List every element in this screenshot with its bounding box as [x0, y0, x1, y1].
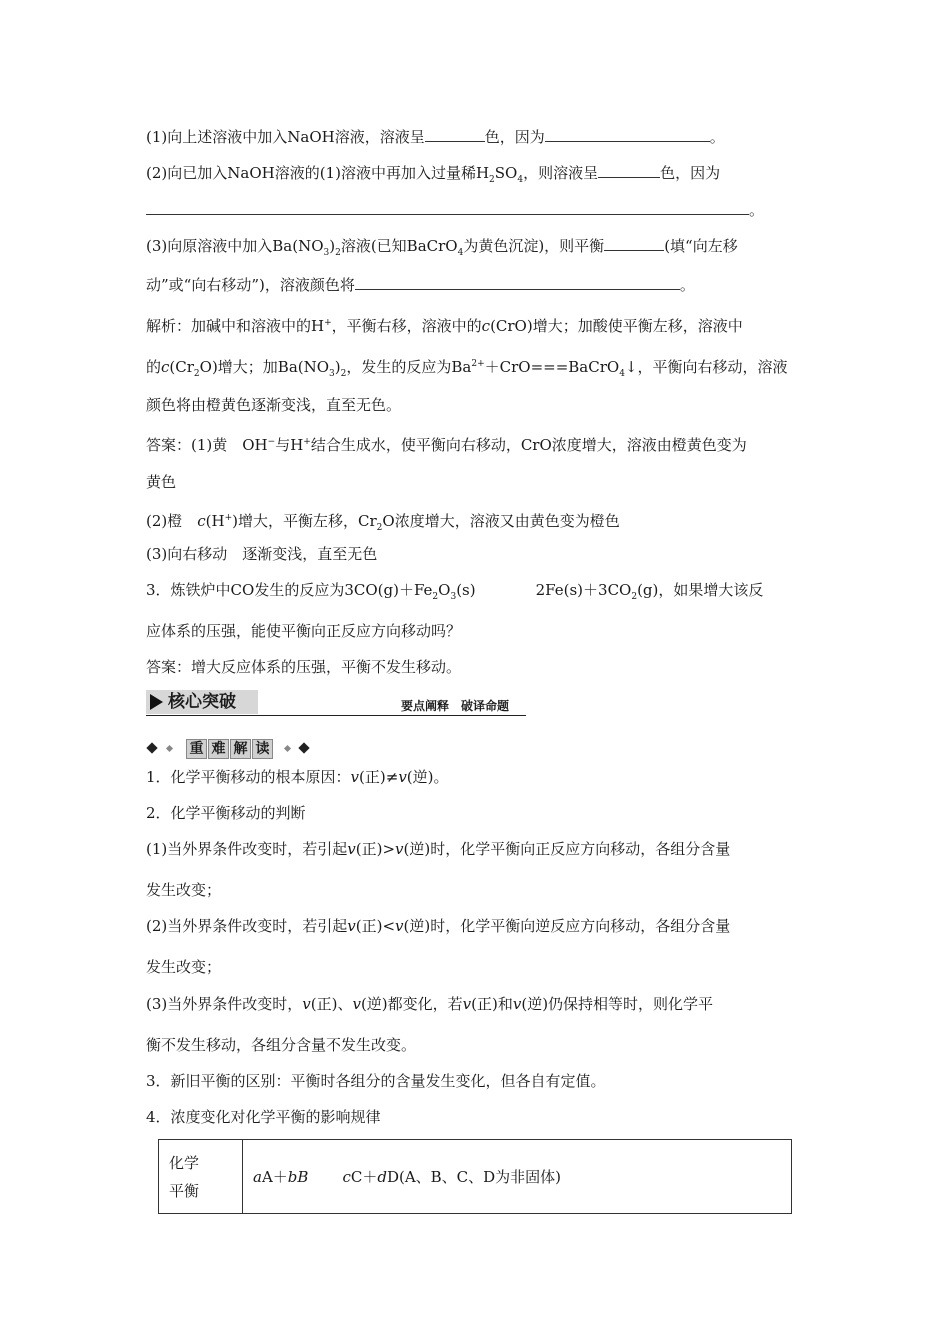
- heading-char: 重: [186, 739, 207, 759]
- heading-char: 难: [208, 739, 229, 759]
- point-2-2-cont: 发生改变；: [146, 958, 222, 976]
- point-2: 2．化学平衡移动的判断: [146, 804, 306, 822]
- heading-char: 读: [252, 739, 273, 759]
- diamond-icon: [298, 742, 309, 753]
- answer-blank: [598, 163, 660, 178]
- table-row: [159, 1140, 792, 1214]
- point-2-3: (3)当外界条件改变时，v(正)、v(逆)都变化，若v(正)和v(逆)仍保持相等时，则化学平: [146, 995, 714, 1013]
- point-2-1: (1)当外界条件改变时，若引起v(正)>v(逆)时，化学平衡向正反应方向移动，各组分含量: [146, 840, 731, 858]
- answer-blank: [425, 127, 485, 142]
- heading-char: 解: [230, 739, 251, 759]
- table-header-cell: 化学 平衡: [159, 1140, 243, 1214]
- analysis-line-2: 的$c(Cr_2O)$增大；加$Ba(NO_3)_2$，发生的反应为$Ba^{2+}+CrO===BaCrO_4↓$，平衡向右移动，溶液: [146, 358, 788, 379]
- diamond-icon: [166, 745, 173, 752]
- equation-cell: aA＋bB cC＋dD(A、B、C、D为非固体): [243, 1140, 792, 1214]
- point-4: 4．浓度变化对化学平衡的影响规律: [146, 1108, 381, 1126]
- banner-title: 核心突破: [168, 692, 236, 712]
- section-banner: [146, 690, 526, 718]
- banner-rule: [146, 715, 526, 716]
- answer-line-3: (2)橙 c(H+)增大，平衡左移，$Cr_2O$浓度增大，溶液又由黄色变为橙色: [146, 512, 620, 533]
- answer-blank: [146, 200, 749, 215]
- answer-blank: [604, 236, 664, 251]
- analysis-line-3: 颜色将由橙黄色逐渐变浅，直至无色。: [146, 396, 402, 414]
- answer-line: 。: [146, 200, 764, 220]
- answer-line-4: (3)向右移动 逐渐变浅，直至无色: [146, 545, 378, 563]
- question-3: 3．炼铁炉中CO发生的反应为$3CO(g)+Fe_2O_3(s)$ $2Fe(s)+3CO_2(g)$，如果增大该反: [146, 581, 764, 602]
- analysis-line-1: 解析：加碱中和溶液中的H+，平衡右移，溶液中的c(CrO)增大；加酸使平衡左移，溶液中: [146, 317, 743, 335]
- diamond-icon: [284, 745, 291, 752]
- question-part-3: (3)向原溶液中加入$Ba(NO_3)_2$溶液(已知BaCrO$_4$为黄色沉淀)，则平衡 (填“向左移: [146, 237, 738, 258]
- banner-subtitle: 要点阐释 破译命题: [401, 699, 510, 713]
- diamond-icon: [146, 742, 157, 753]
- point-2-3-cont: 衡不发生移动，各组分含量不发生改变。: [146, 1036, 417, 1054]
- question-part-1: (1)向上述溶液中加入NaOH溶液，溶液呈 色，因为 。: [146, 128, 725, 146]
- answer-blank: [355, 275, 680, 290]
- point-2-2: (2)当外界条件改变时，若引起v(正)<v(逆)时，化学平衡向逆反应方向移动，各组分含量: [146, 917, 731, 935]
- question-3-answer: 答案：增大反应体系的压强，平衡不发生移动。: [146, 658, 462, 676]
- point-2-1-cont: 发生改变；: [146, 881, 222, 899]
- question-part-3-cont: 动”或“向右移动”)，溶液颜色将 。: [146, 276, 695, 294]
- point-1: 1．化学平衡移动的根本原因：v(正)≠v(逆)。: [146, 768, 449, 786]
- question-3-cont: 应体系的压强，能使平衡向正反应方向移动吗？: [146, 622, 462, 640]
- answer-line-1: 答案：(1)黄 OH−与H+结合生成水，使平衡向右移动，CrO浓度增大，溶液由橙黄色变为: [146, 436, 747, 454]
- point-3: 3．新旧平衡的区别：平衡时各组分的含量发生变化，但各自有定值。: [146, 1072, 606, 1090]
- equilibrium-table: [158, 1139, 792, 1214]
- play-triangle-icon: [150, 694, 163, 710]
- question-part-2: (2)向已加入NaOH溶液的(1)溶液中再加入过量稀$H_2SO_4$，则溶液呈 色，因为: [146, 164, 721, 185]
- answer-blank: [545, 127, 710, 142]
- answer-line-2: 黄色: [146, 473, 177, 491]
